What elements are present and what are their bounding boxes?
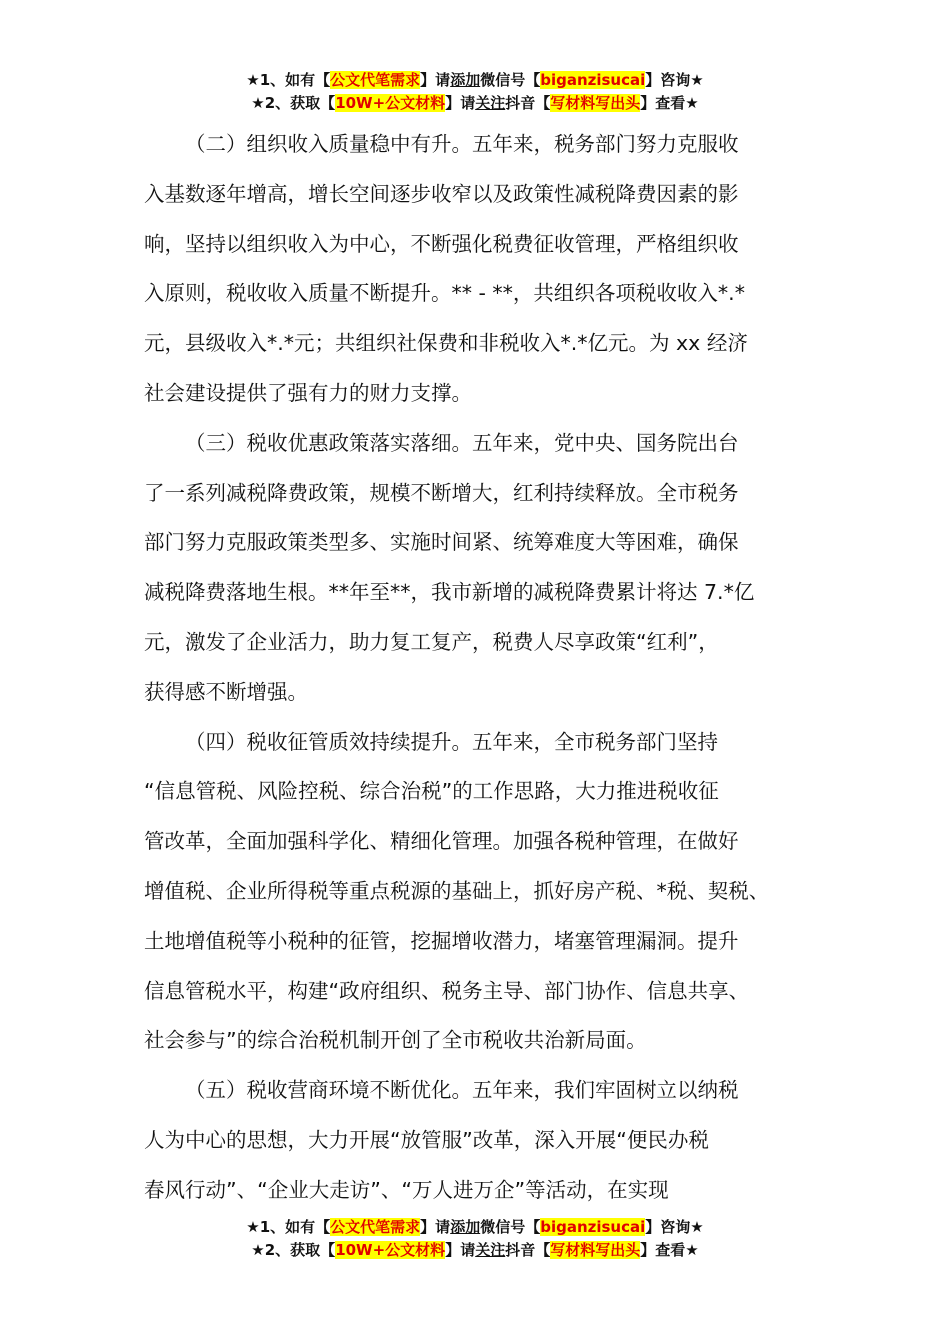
paragraph-3 (144, 419, 810, 718)
promo-text: 】咨询★ (645, 71, 704, 89)
text-line: 入原则，税收收入质量不断提升。** - **，共组织各项税收收入*.* (144, 281, 745, 306)
promo-underlined: 关注 (475, 94, 506, 112)
promo-text: 微信号【 (480, 71, 541, 89)
text-line: （二）组织收入质量稳中有升。五年来，税务部门努力克服收 (185, 132, 739, 156)
promo-text: ★2、获取【 (251, 94, 336, 112)
promo-highlight: 写材料写出头 (550, 1241, 641, 1259)
promo-text: ★1、如有【 (246, 1218, 331, 1236)
promo-text: 】请 (420, 71, 451, 89)
promo-highlight: 公文代笔需求 (330, 1218, 421, 1236)
promo-text: ★1、如有【 (246, 71, 331, 89)
text-line: （三）税收优惠政策落实落细。五年来，党中央、国务院出台 (185, 430, 739, 455)
text-line: 元，激发了企业活力，助力复工复产，税费人尽享政策“红利”， (144, 629, 719, 654)
promo-text: 微信号【 (480, 1218, 541, 1236)
promo-underlined: 添加 (450, 71, 481, 89)
promo-text: 】咨询★ (645, 1218, 704, 1236)
document-body (144, 120, 810, 1216)
promo-text: 】查看★ (640, 1241, 699, 1259)
text-line: 春风行动”、“企业大走访”、“万人进万企”等活动，在实现 (144, 1177, 669, 1202)
text-line: 入基数逐年增高，增长空间逐步收窄以及政策性减税降费因素的影 (144, 181, 739, 206)
promo-highlight: biganzisucai (540, 1218, 646, 1236)
promo-text: 】请 (420, 1218, 451, 1236)
promo-highlight: 写材料写出头 (550, 94, 641, 112)
text-line: 管改革，全面加强科学化、精细化管理。加强各税种管理，在做好 (144, 829, 739, 854)
text-line: 减税降费落地生根。**年至**，我市新增的减税降费累计将达 7.*亿 (144, 580, 755, 605)
promo-text: 抖音【 (505, 94, 551, 112)
promo-underlined: 关注 (475, 1241, 506, 1259)
text-line: 信息管税水平，构建“政府组织、税务主导、部门协作、信息共享、 (144, 978, 750, 1003)
promo-highlight: biganzisucai (540, 71, 646, 89)
text-line: 增值税、企业所得税等重点税源的基础上，抓好房产税、*税、契税、 (144, 878, 770, 903)
promo-text: 】请 (445, 94, 476, 112)
text-line: “信息管税、风险控税、综合治税”的工作思路，大力推进税收征 (144, 779, 719, 804)
paragraph-4 (144, 718, 810, 1067)
text-line: 元，县级收入*.*元；共组织社保费和非税收入*.*亿元。为 xx 经济 (144, 331, 748, 356)
promo-underlined: 添加 (450, 1218, 481, 1236)
text-line: 社会参与”的综合治税机制开创了全市税收共治新局面。 (144, 1028, 647, 1053)
text-line: 土地增值税等小税种的征管，挖掘增收潜力，堵塞管理漏洞。提升 (144, 928, 739, 953)
promo-line-1 (0, 69, 950, 92)
paragraph-2 (144, 120, 810, 419)
promo-highlight: 公文代笔需求 (330, 71, 421, 89)
text-line: 部门努力克服政策类型多、实施时间紧、统筹难度大等困难，确保 (144, 530, 739, 555)
promo-line-2 (0, 92, 950, 115)
promo-highlight: 10W+公文材料 (335, 94, 446, 112)
promo-text: 】查看★ (640, 94, 699, 112)
promo-line-2 (0, 1239, 950, 1262)
promo-text: 抖音【 (505, 1241, 551, 1259)
promo-text: ★2、获取【 (251, 1241, 336, 1259)
promo-banner-bottom (0, 1216, 950, 1262)
text-line: 响，坚持以组织收入为中心，不断强化税费征收管理，严格组织收 (144, 231, 739, 256)
promo-line-1 (0, 1216, 950, 1239)
text-line: 社会建设提供了强有力的财力支撑。 (144, 380, 472, 405)
promo-text: 】请 (445, 1241, 476, 1259)
text-line: 人为中心的思想，大力开展“放管服”改革，深入开展“便民办税 (144, 1127, 709, 1152)
paragraph-5 (144, 1066, 810, 1215)
promo-banner-top (0, 69, 950, 115)
text-line: （四）税收征管质效持续提升。五年来，全市税务部门坚持 (185, 729, 718, 754)
text-line: 获得感不断增强。 (144, 679, 308, 704)
promo-highlight: 10W+公文材料 (335, 1241, 446, 1259)
text-line: （五）税收营商环境不断优化。五年来，我们牢固树立以纳税 (185, 1078, 739, 1103)
text-line: 了一系列减税降费政策，规模不断增大，红利持续释放。全市税务 (144, 480, 739, 505)
